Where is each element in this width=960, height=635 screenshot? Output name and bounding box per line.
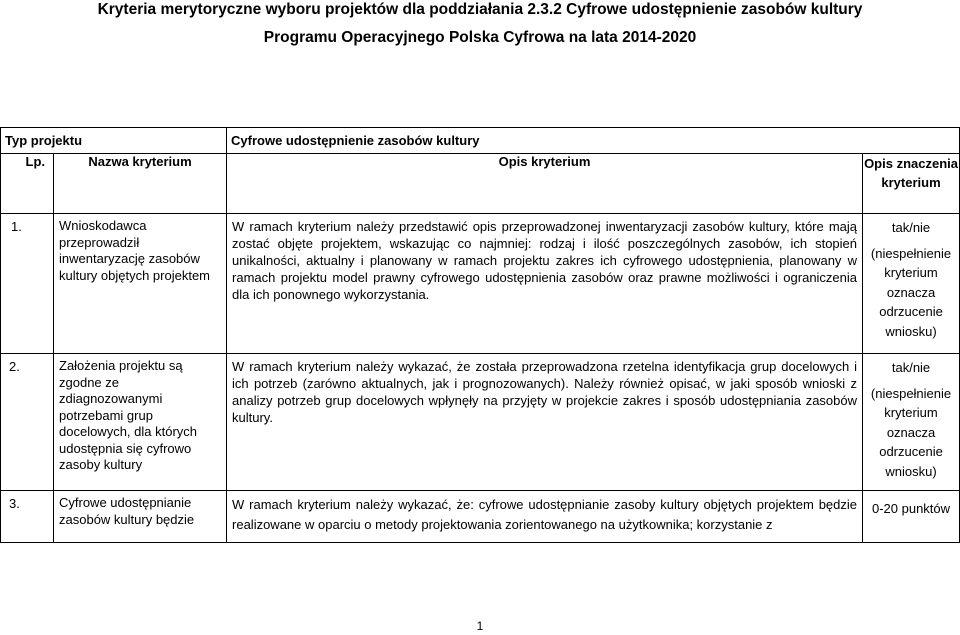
- criterion-description: W ramach kryterium należy przedstawić opis przeprowadzonej inwentaryzacji zasobów kultury, które mają zostać objęte projektem, wskazując co najmniej: rodzaj i ilość poszczególnych zasobów, ich stopień unikalności, aktualny i planowany w ramach projektu zakres ich cyfrowego udostępnienia, planowany w ramach projektu model prawny cyfrowego udostępnienia zasobów oraz prawne możliwości i ograniczenia dla ich ponownego wykorzystania.: [227, 214, 863, 354]
- meaning-note: (niespełnienie kryterium oznacza odrzucenie wniosku): [870, 385, 952, 479]
- meaning-value: tak/nie: [891, 220, 931, 235]
- project-type-label: Typ projektu: [1, 128, 227, 154]
- meaning-value: tak/nie: [891, 360, 931, 375]
- document-title-line-1: Kryteria merytoryczne wyboru projektów dla poddziałania 2.3.2 Cyfrowe udostępnienie zasobów kultury: [97, 1, 863, 18]
- criterion-name: Cyfrowe udostępnianie zasobów kultury będzie: [54, 491, 227, 543]
- project-type-row: [1, 128, 960, 154]
- criterion-description: W ramach kryterium należy wykazać, że: cyfrowe udostępnianie zasoby kultury objętych projektem będzie realizowane w oparciu o metody projektowania zorientowanego na użytkownika; korzystanie z: [227, 491, 863, 543]
- criterion-number: 2.: [1, 354, 54, 491]
- page-number: 1: [476, 619, 484, 633]
- criterion-meaning: [863, 354, 960, 491]
- criteria-table: [0, 127, 960, 543]
- criterion-row: [1, 491, 960, 543]
- criterion-number: 3.: [1, 491, 54, 543]
- project-type-value: Cyfrowe udostępnienie zasobów kultury: [227, 128, 960, 154]
- criterion-row: [1, 354, 960, 491]
- criterion-meaning: [863, 214, 960, 354]
- criterion-name: Założenia projektu są zgodne ze zdiagnozowanymi potrzebami grup docelowych, dla których udostępnia się cyfrowo zasoby kultury: [54, 354, 227, 491]
- criterion-number: 1.: [1, 214, 54, 354]
- header-meaning: Opis znaczenia kryterium: [863, 154, 960, 214]
- meaning-value: 0-20 punktów: [871, 501, 951, 516]
- header-lp: Lp.: [1, 154, 54, 214]
- document-title-line-2: Programu Operacyjnego Polska Cyfrowa na lata 2014-2020: [263, 29, 697, 46]
- criterion-description: W ramach kryterium należy wykazać, że została przeprowadzona rzetelna identyfikacja grup docelowych i ich potrzeb (zarówno aktualnych, jak i prognozowanych). Należy również opisać, w jaki sposób wnioski z analizy potrzeb grup docelowych wpłynęły na przyjęty w projekcie zakres i sposób udostępniania zasobów kultury.: [227, 354, 863, 491]
- criterion-meaning: [863, 491, 960, 543]
- criterion-name: Wnioskodawca przeprowadził inwentaryzację zasobów kultury objętych projektem: [54, 214, 227, 354]
- criterion-row: [1, 214, 960, 354]
- header-name: Nazwa kryterium: [54, 154, 227, 214]
- meaning-note: (niespełnienie kryterium oznacza odrzucenie wniosku): [870, 245, 952, 339]
- header-description: Opis kryterium: [227, 154, 863, 214]
- header-row: [1, 154, 960, 214]
